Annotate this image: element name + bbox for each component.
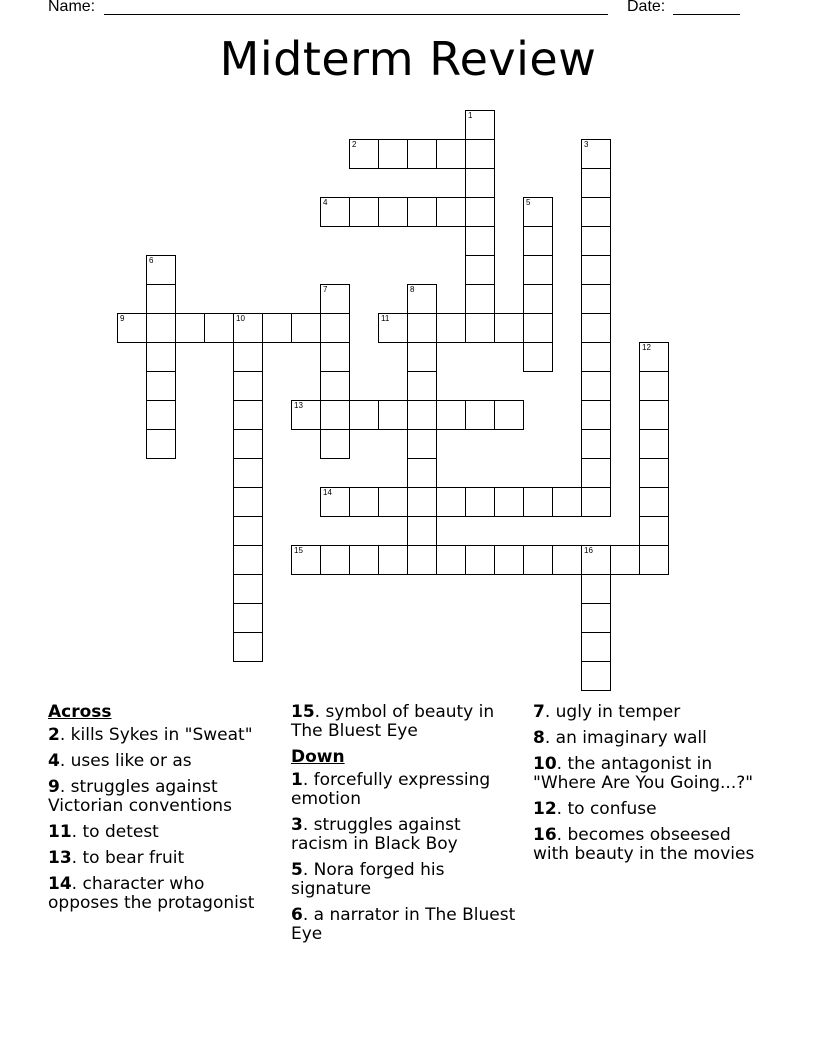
grid-cell[interactable]	[581, 400, 611, 430]
clue-number: 10	[236, 314, 245, 323]
grid-cell[interactable]	[581, 197, 611, 227]
grid-cell[interactable]	[639, 545, 669, 575]
grid-cell[interactable]	[407, 197, 437, 227]
clue-text: uses like or as	[70, 751, 192, 771]
clue-number: 1	[468, 111, 473, 120]
clue-item: 15. symbol of beauty in The Bluest Eye	[291, 702, 495, 741]
grid-cell[interactable]	[320, 545, 350, 575]
grid-cell[interactable]	[146, 284, 176, 314]
name-label: Name:	[48, 0, 96, 15]
clue-text: ugly in temper	[555, 702, 681, 722]
grid-cell[interactable]	[407, 139, 437, 169]
grid-cell[interactable]	[465, 545, 495, 575]
clue-item: 13. to bear fruit	[48, 848, 185, 868]
grid-cell[interactable]	[465, 168, 495, 198]
grid-cell[interactable]	[581, 632, 611, 662]
clue-column-2	[291, 703, 521, 951]
grid-cell[interactable]	[320, 400, 350, 430]
clue-text: an imaginary wall	[555, 728, 707, 748]
grid-cell[interactable]	[146, 429, 176, 459]
clue-column-1	[48, 703, 278, 920]
grid-cell[interactable]	[262, 313, 292, 343]
clue-number-label: 5	[291, 860, 303, 880]
grid-cell[interactable]	[407, 545, 437, 575]
clue-item: 7. ugly in temper	[533, 702, 681, 722]
grid-cell[interactable]	[494, 487, 524, 517]
grid-cell[interactable]	[581, 603, 611, 633]
grid-cell[interactable]	[204, 313, 234, 343]
clue-item: 9. struggles against Victorian conventions	[48, 777, 232, 816]
grid-cell[interactable]	[407, 400, 437, 430]
clue-number: 3	[584, 140, 589, 149]
grid-cell[interactable]	[523, 226, 553, 256]
grid-cell[interactable]	[146, 342, 176, 372]
grid-cell[interactable]	[523, 342, 553, 372]
clue-item: 3. struggles against racism in Black Boy	[291, 815, 461, 854]
clue-number: 12	[642, 343, 651, 352]
grid-cell[interactable]	[581, 168, 611, 198]
grid-cell[interactable]	[233, 545, 263, 575]
clue-text: becomes obseesed with beauty in the movies	[533, 825, 755, 864]
clue-text: to detest	[82, 822, 159, 842]
grid-cell[interactable]	[581, 574, 611, 604]
grid-cell[interactable]	[523, 545, 553, 575]
clue-item: 5. Nora forged his signature	[291, 860, 445, 899]
grid-cell[interactable]	[378, 545, 408, 575]
grid-cell[interactable]	[610, 545, 640, 575]
grid-cell[interactable]	[523, 255, 553, 285]
clue-text: kills Sykes in "Sweat"	[70, 725, 253, 745]
clue-number-label: 12	[533, 799, 557, 819]
clue-number: 9	[120, 314, 125, 323]
grid-cell[interactable]	[436, 545, 466, 575]
down-clue-list-continued	[533, 703, 763, 864]
grid-cell[interactable]	[378, 197, 408, 227]
clue-item: 2. kills Sykes in "Sweat"	[48, 725, 253, 745]
clue-text: Nora forged his signature	[291, 860, 445, 899]
clue-item: 8. an imaginary wall	[533, 728, 707, 748]
grid-cell[interactable]	[407, 429, 437, 459]
clue-number: 6	[149, 256, 154, 265]
clue-number-label: 11	[48, 822, 72, 842]
clue-number: 8	[410, 285, 415, 294]
grid-cell[interactable]	[320, 371, 350, 401]
grid-cell[interactable]	[523, 487, 553, 517]
clue-number-label: 16	[533, 825, 557, 845]
clue-number-label: 4	[48, 751, 60, 771]
grid-cell[interactable]	[436, 139, 466, 169]
grid-cell[interactable]	[523, 313, 553, 343]
grid-cell[interactable]	[465, 284, 495, 314]
clue-number-label: 1	[291, 770, 303, 790]
grid-cell[interactable]	[523, 284, 553, 314]
clue-item: 14. character who opposes the protagonist	[48, 874, 255, 913]
grid-cell[interactable]	[146, 313, 176, 343]
grid-cell[interactable]	[581, 313, 611, 343]
grid-cell[interactable]	[407, 458, 437, 488]
grid-cell[interactable]	[349, 545, 379, 575]
grid-cell[interactable]	[436, 197, 466, 227]
clue-number-label: 10	[533, 754, 557, 774]
grid-cell[interactable]	[146, 371, 176, 401]
clue-number: 15	[294, 546, 303, 555]
grid-cell[interactable]	[581, 284, 611, 314]
grid-cell[interactable]	[233, 516, 263, 546]
grid-cell[interactable]	[581, 371, 611, 401]
grid-cell[interactable]	[581, 255, 611, 285]
grid-cell[interactable]	[465, 139, 495, 169]
grid-cell[interactable]	[233, 632, 263, 662]
grid-cell[interactable]	[581, 458, 611, 488]
clue-number-label: 15	[291, 702, 315, 722]
grid-cell[interactable]	[639, 458, 669, 488]
grid-cell[interactable]	[349, 197, 379, 227]
grid-cell[interactable]	[320, 313, 350, 343]
grid-cell[interactable]	[233, 400, 263, 430]
down-clue-list	[291, 771, 521, 944]
clue-number: 13	[294, 401, 303, 410]
grid-cell[interactable]	[436, 487, 466, 517]
clue-number-label: 8	[533, 728, 545, 748]
grid-cell[interactable]	[465, 313, 495, 343]
grid-cell[interactable]	[581, 661, 611, 691]
clue-number: 2	[352, 140, 357, 149]
grid-cell[interactable]	[639, 371, 669, 401]
grid-cell[interactable]	[233, 429, 263, 459]
clue-number: 16	[584, 546, 593, 555]
grid-cell[interactable]	[639, 487, 669, 517]
clue-text: character who opposes the protagonist	[48, 874, 255, 913]
grid-cell[interactable]	[552, 545, 582, 575]
grid-cell[interactable]	[465, 487, 495, 517]
grid-cell[interactable]	[581, 487, 611, 517]
clue-text: forcefully expressing emotion	[291, 770, 491, 809]
grid-cell[interactable]	[581, 429, 611, 459]
clue-number: 4	[323, 198, 328, 207]
date-label: Date:	[627, 0, 666, 15]
grid-cell[interactable]	[436, 313, 466, 343]
grid-cell[interactable]	[175, 313, 205, 343]
clue-text: struggles against Victorian conventions	[48, 777, 232, 816]
grid-cell[interactable]	[407, 342, 437, 372]
grid-cell[interactable]	[320, 342, 350, 372]
clue-text: to bear fruit	[82, 848, 185, 868]
grid-cell[interactable]	[639, 516, 669, 546]
clue-text: struggles against racism in Black Boy	[291, 815, 461, 854]
clue-number: 7	[323, 285, 328, 294]
grid-cell[interactable]	[233, 603, 263, 633]
grid-cell[interactable]	[349, 487, 379, 517]
clue-number-label: 13	[48, 848, 72, 868]
clue-number: 14	[323, 488, 332, 497]
grid-cell[interactable]	[407, 516, 437, 546]
grid-cell[interactable]	[639, 429, 669, 459]
grid-cell[interactable]	[581, 226, 611, 256]
grid-cell[interactable]	[407, 487, 437, 517]
grid-cell[interactable]	[494, 545, 524, 575]
grid-cell[interactable]	[233, 371, 263, 401]
grid-cell[interactable]	[291, 313, 321, 343]
grid-cell[interactable]	[349, 400, 379, 430]
grid-cell[interactable]	[465, 226, 495, 256]
grid-cell[interactable]	[407, 371, 437, 401]
clue-number: 11	[381, 314, 390, 323]
clue-text: the antagonist in "Where Are You Going...?"	[533, 754, 754, 793]
grid-cell[interactable]	[465, 400, 495, 430]
grid-cell[interactable]	[233, 342, 263, 372]
across-clue-list	[48, 726, 278, 913]
clue-number-label: 9	[48, 777, 60, 797]
clue-number-label: 2	[48, 725, 60, 745]
clue-number-label: 7	[533, 702, 545, 722]
grid-cell[interactable]	[581, 342, 611, 372]
clue-number-label: 6	[291, 905, 303, 925]
clue-item: 6. a narrator in The Bluest Eye	[291, 905, 516, 944]
clue-item: 12. to confuse	[533, 799, 657, 819]
grid-cell[interactable]	[639, 400, 669, 430]
clue-item: 10. the antagonist in "Where Are You Going...?"	[533, 754, 754, 793]
page-title: Midterm Review	[219, 32, 597, 86]
across-clue-list-continued	[291, 703, 521, 741]
clue-number-label: 14	[48, 874, 72, 894]
grid-cell[interactable]	[320, 429, 350, 459]
grid-cell[interactable]	[146, 400, 176, 430]
clue-item: 4. uses like or as	[48, 751, 192, 771]
clue-item: 1. forcefully expressing emotion	[291, 770, 491, 809]
grid-cell[interactable]	[552, 487, 582, 517]
grid-cell[interactable]	[233, 487, 263, 517]
grid-cell[interactable]	[378, 400, 408, 430]
down-heading: Down	[291, 747, 345, 767]
clue-text: a narrator in The Bluest Eye	[291, 905, 516, 944]
grid-cell[interactable]	[378, 139, 408, 169]
clue-item: 11. to detest	[48, 822, 159, 842]
grid-cell[interactable]	[494, 313, 524, 343]
clue-text: symbol of beauty in The Bluest Eye	[291, 702, 495, 741]
grid-cell[interactable]	[233, 458, 263, 488]
clue-number-label: 3	[291, 815, 303, 835]
grid-cell[interactable]	[233, 574, 263, 604]
clue-text: to confuse	[567, 799, 657, 819]
grid-cell[interactable]	[465, 255, 495, 285]
grid-cell[interactable]	[494, 400, 524, 430]
grid-cell[interactable]	[436, 400, 466, 430]
clue-number: 5	[526, 198, 531, 207]
grid-cell[interactable]	[407, 313, 437, 343]
across-heading: Across	[48, 702, 112, 722]
grid-cell[interactable]	[378, 487, 408, 517]
clue-item: 16. becomes obseesed with beauty in the movies	[533, 825, 755, 864]
grid-cell[interactable]	[465, 197, 495, 227]
clue-column-3	[533, 703, 763, 871]
